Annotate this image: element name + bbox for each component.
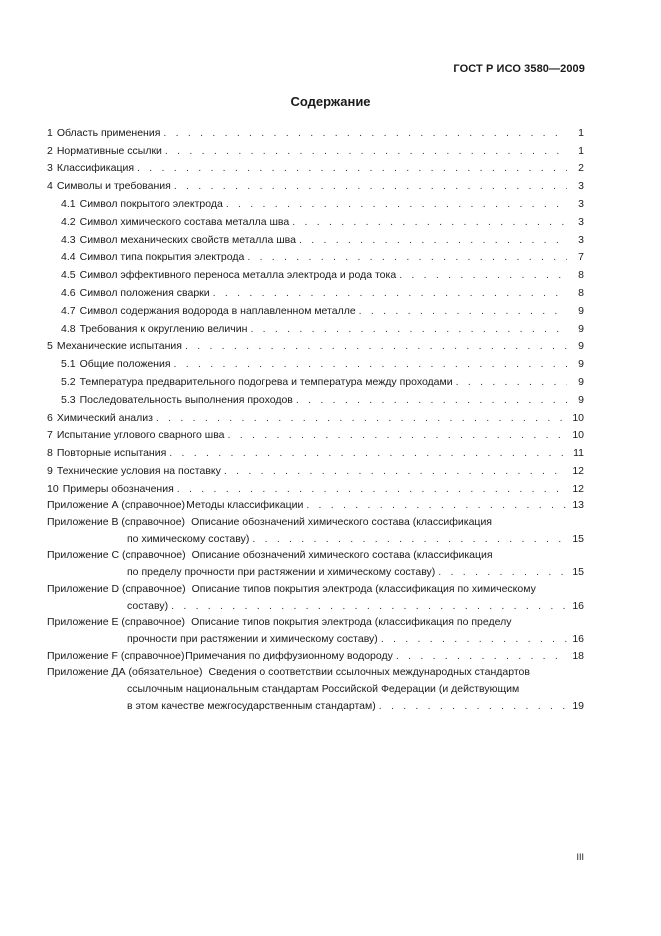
dot-leader xyxy=(292,216,567,228)
toc-entry[interactable] xyxy=(47,388,584,406)
toc-entry-page: 8 xyxy=(578,286,584,299)
toc-entry-text xyxy=(47,162,134,174)
appendix-prefix: Приложение F (справочное) xyxy=(47,649,185,662)
toc-entry-label: Символ покрытого электрода xyxy=(79,197,223,210)
toc-entry-text xyxy=(61,234,296,246)
appendix-line xyxy=(47,645,584,662)
appendix-line xyxy=(47,595,584,612)
toc-entry-page: 12 xyxy=(572,482,584,495)
dot-leader xyxy=(174,358,567,370)
toc-appendix-entry[interactable] xyxy=(47,645,584,662)
toc-entry[interactable] xyxy=(47,441,584,459)
toc-entry[interactable] xyxy=(47,139,584,157)
dot-leader xyxy=(359,305,567,317)
toc-entry-label: Химический анализ xyxy=(56,411,153,424)
toc-entry-page: 9 xyxy=(578,358,584,371)
appendix-line xyxy=(47,495,584,512)
dot-leader xyxy=(306,499,567,511)
toc-entry-number: 4 xyxy=(47,180,53,193)
dot-leader xyxy=(396,650,567,662)
toc-appendix-entry[interactable] xyxy=(47,578,584,612)
toc-entry-text xyxy=(61,216,289,228)
appendix-line xyxy=(47,528,584,545)
appendix-page: 15 xyxy=(572,566,584,579)
dot-leader xyxy=(299,234,567,246)
toc-entry-text xyxy=(47,447,166,459)
standard-code: ГОСТ Р ИСО 3580—2009 xyxy=(453,63,585,75)
dot-leader xyxy=(399,269,567,281)
toc-entry-number: 4.1 xyxy=(61,197,76,210)
toc-entry-page: 1 xyxy=(578,126,584,139)
toc-entry-page: 9 xyxy=(578,304,584,317)
toc-entry-page: 12 xyxy=(572,464,584,477)
toc-entry-number: 4.8 xyxy=(61,322,76,335)
toc-entry-number: 10 xyxy=(47,482,59,495)
appendix-line xyxy=(47,678,584,695)
toc-entry-text xyxy=(47,145,162,157)
toc-entry-page: 3 xyxy=(578,197,584,210)
toc-entry-label: Технические условия на поставку xyxy=(56,464,221,477)
toc-entry[interactable] xyxy=(47,352,584,370)
toc-entry-text xyxy=(47,483,174,495)
toc-appendix-entry[interactable] xyxy=(47,495,584,512)
toc-entry[interactable] xyxy=(47,477,584,495)
toc-entry[interactable] xyxy=(47,281,584,299)
appendix-prefix: Приложение ДА (обязательное) xyxy=(47,666,203,679)
toc-entry-label: Нормативные ссылки xyxy=(56,144,162,157)
dot-leader xyxy=(169,447,567,459)
page-number: III xyxy=(576,852,584,862)
toc-entry-page: 3 xyxy=(578,215,584,228)
appendix-page: 13 xyxy=(572,499,584,512)
toc-entry-text xyxy=(61,323,247,335)
toc-entry[interactable] xyxy=(47,157,584,175)
dot-leader xyxy=(224,465,567,477)
dot-leader xyxy=(171,600,567,612)
toc-entry-label: Температура предварительного подогрева и температура между проходами xyxy=(79,375,453,388)
toc-entry-text xyxy=(47,412,153,424)
toc-entry-page: 10 xyxy=(572,429,584,442)
appendix-prefix: Приложение С (справочное) xyxy=(47,549,186,562)
appendix-title-line: Описание типов покрытия электрода (классификация по пределу xyxy=(191,616,512,629)
toc-entry-page: 10 xyxy=(572,411,584,424)
toc-entry-number: 6 xyxy=(47,411,53,424)
appendix-prefix: Приложение D (справочное) xyxy=(47,582,186,595)
dot-leader xyxy=(379,700,567,712)
toc-entry-label: Символ типа покрытия электрода xyxy=(79,251,245,264)
dot-leader xyxy=(137,162,567,174)
toc-entry-text xyxy=(47,429,225,441)
toc-entry-text xyxy=(47,340,182,352)
toc-entry-number: 5.2 xyxy=(61,375,76,388)
toc-entry-number: 7 xyxy=(47,429,53,442)
toc-entry-number: 2 xyxy=(47,144,53,157)
toc-entry[interactable] xyxy=(47,192,584,210)
appendix-title-line: по химическому составу) xyxy=(127,532,250,545)
toc-entry-page: 9 xyxy=(578,340,584,353)
toc-entry-label: Примеры обозначения xyxy=(62,482,174,495)
dot-leader xyxy=(226,198,567,210)
toc-entry-text xyxy=(61,358,171,370)
appendix-line xyxy=(47,628,584,645)
dot-leader xyxy=(163,127,567,139)
toc-entry-label: Механические испытания xyxy=(56,340,182,353)
toc-entry[interactable] xyxy=(47,317,584,335)
toc-entry-number: 4.4 xyxy=(61,251,76,264)
toc-entry[interactable] xyxy=(47,210,584,228)
appendix-line xyxy=(47,561,584,578)
table-of-contents xyxy=(47,121,584,712)
toc-entry-number: 4.7 xyxy=(61,304,76,317)
appendix-title-line: Описание обозначений химического состава (классификация xyxy=(191,549,493,562)
appendix-title-line: Методы классификации xyxy=(186,499,304,512)
toc-entry-text xyxy=(61,251,244,263)
toc-entry[interactable] xyxy=(47,370,584,388)
appendix-page: 16 xyxy=(572,633,584,646)
toc-entry-text xyxy=(61,287,210,299)
toc-entry-page: 8 xyxy=(578,269,584,282)
toc-entry-label: Символы и требования xyxy=(56,180,171,193)
dot-leader xyxy=(228,429,567,441)
dot-leader xyxy=(252,533,567,545)
toc-entry-label: Символ эффективного переноса металла электрода и рода тока xyxy=(79,269,397,282)
toc-entry-number: 4.3 xyxy=(61,233,76,246)
toc-entry-page: 1 xyxy=(578,144,584,157)
appendix-title-line: Описание обозначений химического состава (классификация xyxy=(191,515,492,528)
dot-leader xyxy=(177,483,567,495)
toc-appendix-entry[interactable] xyxy=(47,545,584,579)
toc-entry-page: 2 xyxy=(578,162,584,175)
dot-leader xyxy=(156,412,567,424)
dot-leader xyxy=(438,566,567,578)
dot-leader xyxy=(456,376,567,388)
appendix-line xyxy=(47,511,584,528)
toc-entry-page: 7 xyxy=(578,251,584,264)
appendix-title-line: по пределу прочности при растяжении и химическому составу) xyxy=(127,566,436,579)
toc-entry-number: 4.6 xyxy=(61,286,76,299)
toc-entry-text xyxy=(61,305,356,317)
toc-entry-text xyxy=(61,269,396,281)
toc-entry[interactable] xyxy=(47,424,584,442)
appendix-title-line: в этом качестве межгосударственным стандартам) xyxy=(127,699,376,712)
toc-entry-text xyxy=(61,376,453,388)
toc-entry-number: 4.2 xyxy=(61,215,76,228)
toc-entry-page: 9 xyxy=(578,393,584,406)
appendix-title-line: составу) xyxy=(127,599,169,612)
toc-entry-label: Испытание углового сварного шва xyxy=(56,429,225,442)
appendix-page: 18 xyxy=(572,649,584,662)
toc-entry-label: Область применения xyxy=(56,126,161,139)
appendix-prefix: Приложение В (справочное) xyxy=(47,515,186,528)
toc-entry[interactable] xyxy=(47,121,584,139)
dot-leader xyxy=(247,251,567,263)
dot-leader xyxy=(250,323,567,335)
toc-entry-page: 9 xyxy=(578,375,584,388)
dot-leader xyxy=(296,394,567,406)
dot-leader xyxy=(165,145,567,157)
toc-entry-label: Классификация xyxy=(56,162,135,175)
toc-entry-label: Символ положения сварки xyxy=(79,286,210,299)
toc-entry[interactable] xyxy=(47,335,584,353)
toc-entry[interactable] xyxy=(47,459,584,477)
toc-entry-text xyxy=(47,127,160,139)
toc-entry-page: 3 xyxy=(578,233,584,246)
toc-entry-text xyxy=(47,465,221,477)
toc-entry-number: 5 xyxy=(47,340,53,353)
appendix-title-line: Сведения о соответствии ссылочных международных стандартов xyxy=(208,666,530,679)
appendix-prefix: Приложение Е (справочное) xyxy=(47,616,186,629)
toc-entry-number: 3 xyxy=(47,162,53,175)
appendix-line xyxy=(47,578,584,595)
toc-entry-text xyxy=(61,394,293,406)
toc-entry[interactable] xyxy=(47,406,584,424)
toc-entry-label: Общие положения xyxy=(79,358,171,371)
toc-entry-number: 4.5 xyxy=(61,269,76,282)
appendix-title-line: ссылочным национальным стандартам Российской Федерации (и действующим xyxy=(127,682,520,695)
dot-leader xyxy=(174,180,567,192)
appendix-line xyxy=(47,545,584,562)
appendix-line xyxy=(47,695,584,712)
appendix-title-line: Описание типов покрытия электрода (классификация по химическому xyxy=(191,582,536,595)
appendix-title-line: Примечания по диффузионному водороду xyxy=(185,649,393,662)
appendix-prefix: Приложение А (справочное) xyxy=(47,499,186,512)
toc-entry-number: 8 xyxy=(47,447,53,460)
toc-entry-label: Символ содержания водорода в наплавленном металле xyxy=(79,304,356,317)
appendix-page: 19 xyxy=(572,699,584,712)
toc-entry-number: 9 xyxy=(47,464,53,477)
appendix-line xyxy=(47,662,584,679)
toc-entry[interactable] xyxy=(47,174,584,192)
toc-entry-label: Символ механических свойств металла шва xyxy=(79,233,296,246)
toc-appendix-entry[interactable] xyxy=(47,511,584,545)
toc-entry-label: Последовательность выполнения проходов xyxy=(79,393,293,406)
dot-leader xyxy=(213,287,567,299)
toc-entry[interactable] xyxy=(47,263,584,281)
dot-leader xyxy=(185,340,567,352)
toc-entry[interactable] xyxy=(47,246,584,264)
toc-entry-number: 5.1 xyxy=(61,358,76,371)
toc-entry-number: 5.3 xyxy=(61,393,76,406)
toc-entry-text xyxy=(47,180,171,192)
appendix-page: 15 xyxy=(572,532,584,545)
toc-entry-number: 1 xyxy=(47,126,53,139)
appendix-title-line: прочности при растяжении и химическому составу) xyxy=(127,633,378,646)
toc-entry[interactable] xyxy=(47,299,584,317)
appendix-line xyxy=(47,612,584,629)
toc-entry-label: Требования к округлению величин xyxy=(79,322,248,335)
toc-appendix-entry[interactable] xyxy=(47,612,584,646)
toc-entry-label: Символ химического состава металла шва xyxy=(79,215,290,228)
toc-entry-page: 3 xyxy=(578,180,584,193)
toc-entry-text xyxy=(61,198,223,210)
toc-entry-page: 11 xyxy=(573,447,584,460)
toc-title: Содержание xyxy=(290,94,371,109)
toc-entry-label: Повторные испытания xyxy=(56,447,167,460)
toc-entry[interactable] xyxy=(47,228,584,246)
appendix-page: 16 xyxy=(572,599,584,612)
toc-appendix-entry[interactable] xyxy=(47,662,584,712)
toc-entry-page: 9 xyxy=(578,322,584,335)
dot-leader xyxy=(381,633,567,645)
